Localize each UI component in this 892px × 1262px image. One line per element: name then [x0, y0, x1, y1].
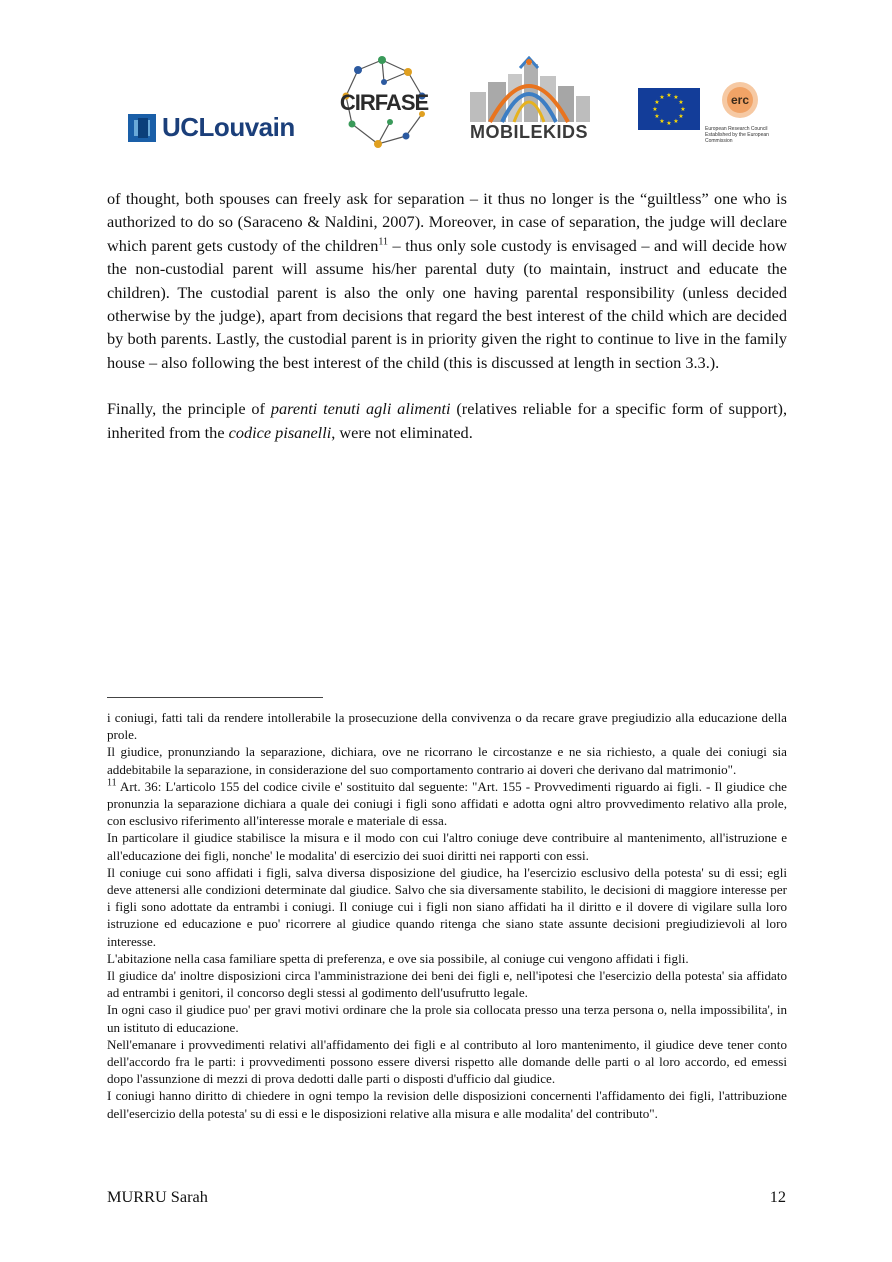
cirfase-wordmark: CIRFASE [339, 90, 429, 115]
footnote-separator [107, 697, 323, 698]
page-number: 12 [769, 1187, 786, 1206]
erc-caption [705, 126, 775, 144]
svg-text:★: ★ [659, 118, 665, 125]
footnote-line: In particolare il giudice stabilisce la misura e il modo con cui l'altro coniuge deve contribuire al mantenimento, all'istruzione e all'educazione dei figli, nonche' le modalita' di esercizio dei suoi diritti nei rapporti con essi. [107, 830, 787, 863]
footnote-11-text: Art. 36: L'articolo 155 del codice civile e' sostituito dal seguente: "Art. 155 - Provvedimenti riguardo ai figli. - Il giudice che pronunzia la separazione dichiara a quale dei coniugi i figli sono affidati e adotta ogni altro provvedimento relativo alla prole, con esclusivo riferimento all'interesse morale e materiale di essa. [107, 778, 787, 829]
paragraph-2-text-a: Finally, the principle of [107, 399, 271, 419]
footnotes [107, 709, 787, 1122]
mobilekids-city-icon [460, 56, 598, 126]
footnote-line: Il giudice, pronunziando la separazione, dichiara, ove ne ricorrano le circostanze e ne sia richiesto, a quale dei coniugi sia addebitabile la separazione, in considerazione del suo comportamento contrario ai doveri che derivano dal matrimonio". [107, 744, 787, 777]
footnote-line: i coniugi, fatti tali da rendere intollerabile la prosecuzione della convivenza o da recare grave pregiudizio alla educazione della prole. [107, 710, 787, 743]
footnote-11-number: 11 [107, 777, 117, 789]
mobilekids-wordmark: MOBILEKIDS [469, 122, 588, 142]
footnote-line: L'abitazione nella casa familiare spetta di preferenza, e ove sia possibile, al coniuge cui vengono affidati i figli. [107, 950, 689, 966]
paragraph-2 [107, 397, 787, 444]
mobilekids-logo [460, 56, 598, 148]
uclouvain-wordmark: UCLouvain [162, 112, 295, 142]
erc-dots-icon [705, 78, 775, 126]
footnote-line: I coniugi hanno diritto di chiedere in ogni tempo la revision delle disposizioni concernenti l'affidamento dei figli, l'attribuzione dell'esercizio della potesta' su di essi e le disposizioni relative alla misura e alle modalita' del contributo". [107, 1088, 787, 1121]
paragraph-2-text-b: (relatives reliable for a specific form of support), inherited from the [107, 399, 788, 442]
svg-text:★: ★ [654, 113, 660, 120]
paragraph-2-italic-1: parenti tenuti agli alimenti [270, 399, 451, 419]
svg-text:★: ★ [654, 99, 660, 106]
footnote-line: Il coniuge cui sono affidati i figli, salva diversa disposizione del giudice, ha l'esercizio esclusivo della potesta' su di essi; egli deve attenersi alle condizioni determinate dal giudice. Salvo che sia diversamente stabilito, le decisioni di maggiore interesse per i figli sono adottate da entrambi i coniugi. Il coniuge cui i figli non siano affidati ha il diritto e il dovere di vigilare sulla loro istruzione ed educazione e puo' ricorrere al giudice quando ritenga che siano state assunte decisioni pregiudizievoli al loro interesse. [107, 864, 787, 949]
body-text [107, 187, 787, 444]
uclouvain-mark-icon [128, 114, 156, 142]
footnote-ref-11[interactable]: 11 [378, 236, 388, 248]
svg-text:★: ★ [678, 99, 684, 106]
footer-author: MURRU Sarah [107, 1187, 208, 1206]
eu-flag-icon [638, 88, 700, 130]
paragraph-2-text-c: , were not eliminated. [331, 422, 473, 442]
uclouvain-logo [128, 112, 295, 143]
svg-text:★: ★ [680, 106, 686, 113]
paragraph-2-italic-2: codice pisanelli [228, 422, 332, 442]
svg-text:★: ★ [673, 118, 679, 125]
svg-text:★: ★ [673, 94, 679, 101]
erc-caption-line-2: Established by the European Commission [705, 132, 769, 144]
paragraph-1-text-b: – thus only sole custody is envisaged – and will decide how the non-custodial parent will assume his/her parental duty (to maintain, instruct and educate the children). The custodial parent is also the only one having parental responsibility (unless decided otherwise by the judge), apart from decisions that regard the best interest of the child which are decided by both parents. Lastly, the custodial parent is in priority given the right to continue to live in the family house – also following the best interest of the child (this is discussed at length in section 3.3.). [107, 235, 787, 372]
svg-text:★: ★ [678, 113, 684, 120]
footnote-11 [107, 778, 787, 830]
header-logos [0, 52, 892, 157]
footnote-line: Nell'emanare i provvedimenti relativi all'affidamento dei figli e al contributo al loro mantenimento, il giudice deve tener conto dell'accordo fra le parti: i provvedimenti possono essere diversi rispetto alle domande delle parti o al loro accordo, ed emessi dopo l'assunzione di mezzi di prova dedotti dalle parti o disposti d'ufficio dal giudice. [107, 1036, 787, 1087]
paragraph-1 [107, 187, 787, 374]
footnote-line: In ogni caso il giudice puo' per gravi motivi ordinare che la prole sia collocata presso una terza persona o, nella impossibilita', in un istituto di educazione. [107, 1002, 787, 1035]
svg-text:★: ★ [659, 94, 665, 101]
erc-caption-line-1: European Research Council [705, 126, 768, 132]
erc-wordmark: erc [730, 93, 750, 107]
svg-text:★: ★ [666, 120, 672, 127]
svg-text:★: ★ [652, 106, 658, 113]
cirfase-logo [338, 52, 430, 152]
erc-logo [705, 78, 775, 144]
footnote-line: Il giudice da' inoltre disposizioni circa l'amministrazione dei beni dei figli e, nell'ipotesi che l'esercizio della potesta' sia affidato ad entrambi i genitori, il concorso degli stessi al godimento dell'usufrutto legale. [107, 968, 787, 1001]
svg-text:★: ★ [666, 92, 672, 99]
paragraph-1-text-a: of thought, both spouses can freely ask for separation – it thus no longer is the “guiltless” one who is authorized to do so (Saraceno & Naldini, 2007). Moreover, in case of separation, the judge will declare which parent gets custody of the children [107, 189, 787, 255]
